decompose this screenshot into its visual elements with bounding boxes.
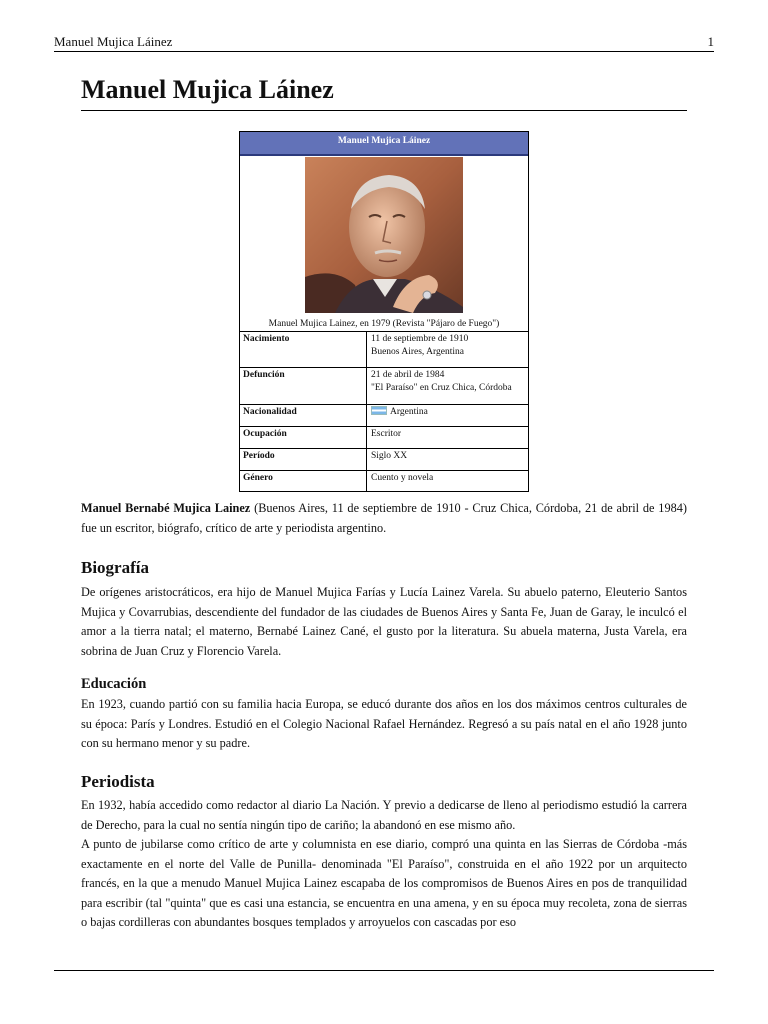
footer-divider — [54, 970, 714, 971]
infobox-value: Escritor — [371, 429, 402, 439]
heading-periodista: Periodista — [81, 772, 155, 791]
nationality: Argentina — [390, 407, 428, 417]
death-date: 21 de abril de 1984 — [371, 370, 445, 380]
infobox-row-periodo — [240, 448, 528, 470]
running-head-title: Manuel Mujica Láinez — [54, 34, 173, 49]
infobox-value: Siglo XX — [371, 451, 408, 461]
paragraph-educacion: En 1923, cuando partió con su familia hacia Europa, se educó durante dos años en los dos máximos centros culturales de su época: París y Londres. Estudió en el Colegio Nacional Rafael Hernández. Regresó a su país natal en el año 1928 junto con su hermano menor y su padre. — [81, 697, 687, 751]
birth-date: 11 de septiembre de 1910 — [371, 334, 469, 344]
portrait-image — [305, 157, 463, 313]
infobox-row-ocupacion — [240, 426, 528, 448]
infobox-row-defuncion — [240, 367, 528, 404]
birth-place: Buenos Aires, Argentina — [371, 347, 464, 357]
infobox-row-nacimiento — [240, 331, 528, 367]
running-head — [54, 34, 714, 50]
intro-paragraph — [81, 499, 687, 538]
infobox-row-nacionalidad — [240, 404, 528, 426]
infobox-label: Género — [240, 471, 367, 492]
infobox-label: Defunción — [240, 368, 367, 404]
portrait-caption: Manuel Mujica Lainez, en 1979 (Revista "Pájaro de Fuego") — [268, 319, 500, 329]
infobox-value: Cuento y novela — [371, 473, 434, 483]
heading-educacion: Educación — [81, 676, 147, 692]
infobox-value — [367, 405, 528, 426]
paragraph-periodista-2: A punto de jubilarse como crítico de arte y columnista en ese diario, compró una quinta en las Sierras de Córdoba -más exactamente en el norte del Valle de Punilla- denominada "El Paraíso", construida en el año 1922 por un arquitecto francés, en la que a menudo Manuel Mujica Lainez escapaba de los compromisos de Buenos Aires en pos de tranquilidad para escribir (tal "quinta" que es casi una estancia, se encuentra en una amena, y en su época muy recoleta, zona de sierras o bajas cordilleras con abundantes bosques templados y arroyuelos con cascadas por eso — [81, 837, 687, 930]
infobox-label: Nacionalidad — [240, 405, 367, 426]
infobox-header: Manuel Mujica Láinez — [240, 132, 528, 156]
argentina-flag-icon — [371, 406, 387, 415]
paragraph-biografia: De orígenes aristocráticos, era hijo de Manuel Mujica Farías y Lucía Lainez Varela. Su abuelo paterno, Eleuterio Santos Mujica y Covarrubias, descendiente del fundador de las ciudades de Buenos Aires y Santa Fe, Juan de Garay, le inculcó el amor a la tierra natal; el materno, Bernabé Lainez Cané, el gusto por la literatura. Su abuela materna, Justa Varela, era sobrina de Juan Cruz y Florencio Varela. — [81, 585, 687, 658]
infobox-label: Nacimiento — [240, 332, 367, 367]
infobox-label: Período — [240, 449, 367, 470]
infobox — [239, 131, 529, 492]
heading-biografia: Biografía — [81, 558, 149, 577]
infobox-rows — [240, 331, 528, 492]
page-number: 1 — [707, 34, 714, 49]
infobox-value — [367, 332, 528, 367]
title-divider — [81, 110, 687, 111]
header-divider — [54, 51, 714, 52]
paragraph-periodista-1: En 1932, había accedido como redactor al diario La Nación. Y previo a dedicarse de lleno al periodismo estudió la carrera de Derecho, para la cual no sentía ningún tipo de cariño; la abandonó en ese mismo año. — [81, 798, 687, 832]
page-title: Manuel Mujica Láinez — [81, 75, 334, 104]
intro-text: (Buenos Aires, 11 de septiembre de 1910 - Cruz Chica, Córdoba, 21 de abril de 1984) fue un escritor, biógrafo, crítico de arte y periodista argentino. — [81, 501, 687, 535]
death-place: "El Paraíso" en Cruz Chica, Córdoba — [371, 383, 512, 393]
subject-full-name: Manuel Bernabé Mujica Lainez — [81, 501, 251, 515]
infobox-row-genero — [240, 470, 528, 492]
infobox-label: Ocupación — [240, 427, 367, 448]
infobox-value — [367, 368, 528, 404]
